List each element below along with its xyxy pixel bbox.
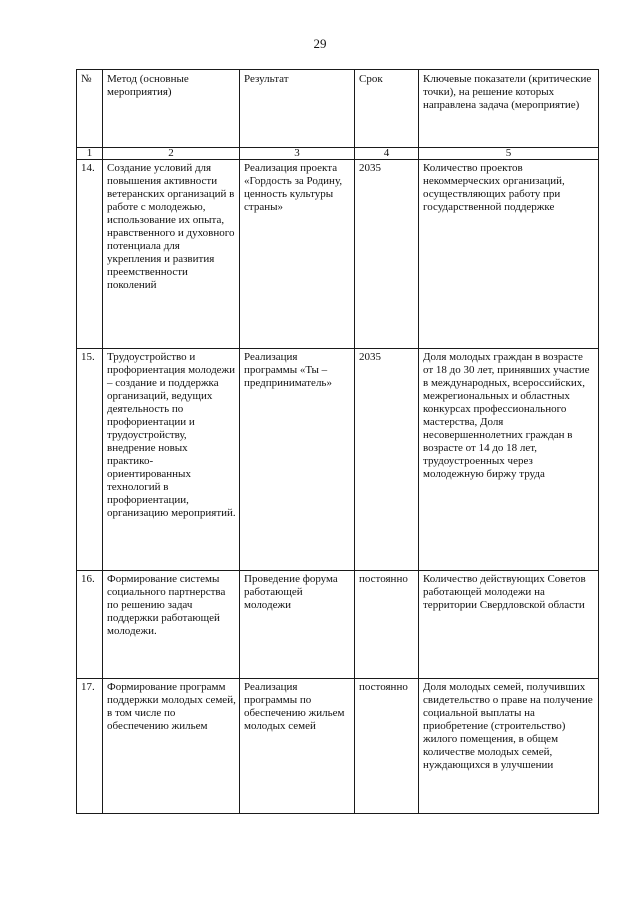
column-number: 3 <box>240 148 355 160</box>
row-number: 17. <box>77 679 103 814</box>
row-method: Создание условий для повышения активности ветеранских организаций в работе с молодежью, использование их опыта, нравственного и духовного потенциала для укрепления и развития преемственности поколений <box>103 160 240 349</box>
column-number: 1 <box>77 148 103 160</box>
table-row <box>77 571 599 679</box>
row-result: Проведение форума работающей молодежи <box>240 571 355 679</box>
measures-table <box>76 69 599 814</box>
row-number: 14. <box>77 160 103 349</box>
header-kpi: Ключевые показатели (критические точки), на решение которых направлена задача (мероприятие) <box>419 70 599 148</box>
row-kpi: Количество проектов некоммерческих организаций, осуществляющих работу при государственной поддержке <box>419 160 599 349</box>
row-number: 16. <box>77 571 103 679</box>
header-method: Метод (основные мероприятия) <box>103 70 240 148</box>
row-term: постоянно <box>355 679 419 814</box>
row-kpi: Доля молодых семей, получивших свидетельство о праве на получение социальной выплаты на приобретение (строительство) жилого помещения, в общем количестве молодых семей, нуждающихся в улучшении <box>419 679 599 814</box>
row-method: Формирование программ поддержки молодых семей, в том числе по обеспечению жильем <box>103 679 240 814</box>
row-kpi: Количество действующих Советов работающей молодежи на территории Свердловской области <box>419 571 599 679</box>
row-method: Трудоустройство и профориентация молодежи – создание и поддержка организаций, ведущих деятельность по профориентации и трудоустройству, внедрение новых практико-ориентированных технологий в профориентации, организацию мероприятий. <box>103 349 240 571</box>
page-number: 29 <box>313 36 327 51</box>
table-header-row <box>77 70 599 148</box>
column-number: 2 <box>103 148 240 160</box>
header-term: Срок <box>355 70 419 148</box>
row-result: Реализация программы по обеспечению жильем молодых семей <box>240 679 355 814</box>
table-row <box>77 349 599 571</box>
table-row <box>77 679 599 814</box>
row-kpi: Доля молодых граждан в возрасте от 18 до 30 лет, принявших участие в международных, всероссийских, межрегиональных и областных конкурсах профессионального мастерства, Доля несовершеннолетних граждан в возрасте от 14 до 18 лет, трудоустроенных через молодежную биржу труда <box>419 349 599 571</box>
column-number: 5 <box>419 148 599 160</box>
row-term: 2035 <box>355 160 419 349</box>
column-number: 4 <box>355 148 419 160</box>
row-method: Формирование системы социального партнерства по решению задач поддержки работающей молодежи. <box>103 571 240 679</box>
table-row <box>77 160 599 349</box>
row-number: 15. <box>77 349 103 571</box>
row-result: Реализация проекта «Гордость за Родину, ценность культуры страны» <box>240 160 355 349</box>
header-result: Результат <box>240 70 355 148</box>
header-no: № <box>77 70 103 148</box>
row-result: Реализация программы «Ты – предприниматель» <box>240 349 355 571</box>
row-term: постоянно <box>355 571 419 679</box>
column-numbers-row <box>77 148 599 160</box>
row-term: 2035 <box>355 349 419 571</box>
